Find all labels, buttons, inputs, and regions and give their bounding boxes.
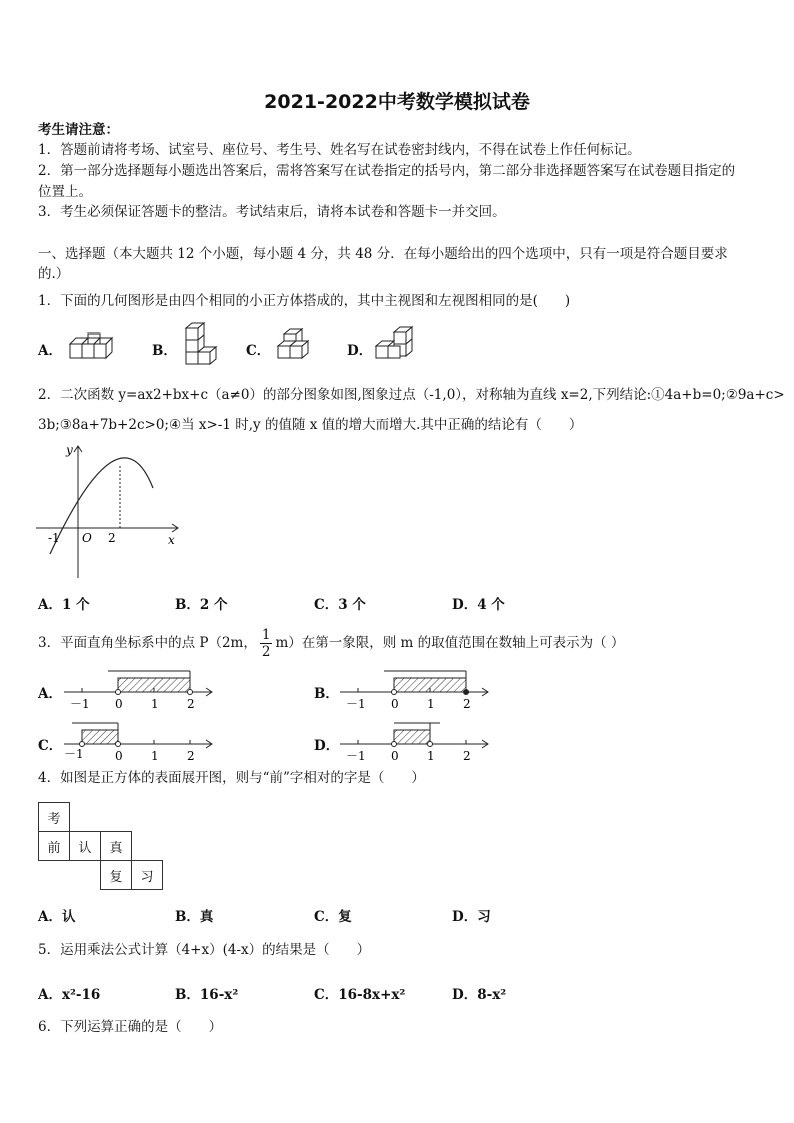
notice-item-3: 3．考生必须保证答题卡的整洁。考试结束后，请将本试卷和答题卡一并交回。 bbox=[38, 204, 506, 220]
net-cell-fu: 复 bbox=[101, 861, 132, 890]
parabola-curve bbox=[50, 458, 153, 554]
q3-stem bbox=[38, 627, 624, 660]
q1-option-c-label: C． bbox=[246, 343, 271, 359]
q1-option-a-label: A． bbox=[38, 343, 62, 359]
q3-option-b-label: B． bbox=[314, 686, 339, 702]
q4-option-d: D．习 bbox=[452, 909, 491, 925]
net-cell-kao: 考 bbox=[39, 803, 70, 832]
q4-stem: 4．如图是正方体的表面展开图，则与“前”字相对的字是（ ） bbox=[38, 770, 425, 786]
notice-item-2-cont: 位置上。 bbox=[38, 184, 92, 200]
q2-option-b: B．2 个 bbox=[175, 597, 228, 613]
q1-figure-a bbox=[66, 332, 120, 364]
svg-text:0: 0 bbox=[391, 749, 399, 763]
q1-figure-c bbox=[274, 328, 318, 368]
svg-text:－1: －1 bbox=[70, 697, 90, 711]
q3-option-d-label: D． bbox=[314, 738, 340, 754]
q3-numberline-b bbox=[336, 668, 496, 712]
q1-figure-d bbox=[372, 326, 418, 366]
q2-stem-line1: 2．二次函数 y=ax2+bx+c（a≠0）的部分图象如图,图象过点（-1,0），对称轴为直线 x=2,下列结论:①4a+b=0;②9a+c> bbox=[38, 387, 785, 403]
origin-label: O bbox=[82, 531, 92, 545]
q2-option-d: D．4 个 bbox=[452, 597, 505, 613]
q5-stem: 5．运用乘法公式计算（4+x）(4-x）的结果是（ ） bbox=[38, 942, 371, 958]
q3-stem-part1: 3．平面直角坐标系中的点 P（2m， bbox=[38, 635, 257, 651]
q2-parabola-graph bbox=[36, 440, 186, 582]
q1-option-b-label: B． bbox=[152, 343, 177, 359]
svg-text:0: 0 bbox=[115, 749, 123, 763]
q3-option-c-label: C． bbox=[38, 738, 63, 754]
net-cell-zhen: 真 bbox=[101, 832, 132, 861]
svg-text:0: 0 bbox=[115, 697, 123, 711]
svg-text:－1: －1 bbox=[346, 749, 366, 763]
q1-figure-b bbox=[180, 322, 220, 368]
page-title: 2021-2022中考数学模拟试卷 bbox=[264, 91, 530, 113]
q6-stem: 6．下列运算正确的是（ ） bbox=[38, 1019, 223, 1035]
svg-text:1: 1 bbox=[427, 697, 435, 711]
q3-numberline-d bbox=[336, 720, 496, 764]
q3-frac-denominator: 2 bbox=[261, 644, 271, 660]
svg-text:1: 1 bbox=[151, 697, 159, 711]
svg-text:－1: －1 bbox=[64, 747, 84, 761]
q1-option-d-label: D． bbox=[347, 343, 373, 359]
q1-stem: 1．下面的几何图形是由四个相同的小正方体搭成的，其中主视图和左视图相同的是( ) bbox=[38, 293, 571, 309]
svg-text:1: 1 bbox=[151, 749, 159, 763]
svg-text:－1: －1 bbox=[346, 697, 366, 711]
q4-cube-net bbox=[38, 802, 163, 890]
svg-text:1: 1 bbox=[427, 749, 435, 763]
q2-option-c: C．3 个 bbox=[314, 597, 366, 613]
y-axis-label: y bbox=[66, 443, 73, 457]
notice-heading: 考生请注意： bbox=[38, 122, 119, 138]
q3-numberline-a bbox=[60, 668, 220, 712]
q3-stem-part2: m）在第一象限，则 m 的取值范围在数轴上可表示为（ ） bbox=[275, 635, 625, 651]
tick-neg1-label: -1 bbox=[48, 531, 60, 545]
net-cell-qian: 前 bbox=[39, 832, 70, 861]
q3-frac-numerator: 1 bbox=[261, 627, 271, 643]
svg-text:2: 2 bbox=[187, 749, 195, 763]
q2-option-a: A．1 个 bbox=[38, 597, 90, 613]
q2-stem-line2: 3b;③8a+7b+2c>0;④当 x>-1 时,y 的值随 x 值的增大而增大.其中正确的结论有（ ） bbox=[38, 417, 583, 433]
net-cell-ren: 认 bbox=[70, 832, 101, 861]
notice-item-1: 1．答题前请将考场、试室号、座位号、考生号、姓名写在试卷密封线内，不得在试卷上作任何标记。 bbox=[38, 142, 641, 158]
net-cell-xi: 习 bbox=[132, 861, 163, 890]
section-header-line2: 的.） bbox=[38, 266, 70, 282]
q3-numberline-c bbox=[60, 720, 220, 764]
notice-item-2: 2．第一部分选择题每小题选出答案后，需将答案写在试卷指定的括号内，第二部分非选择题答案写在试卷题目指定的 bbox=[38, 163, 736, 179]
svg-text:0: 0 bbox=[391, 697, 399, 711]
q4-option-a: A．认 bbox=[38, 909, 76, 925]
q3-option-a-label: A． bbox=[38, 686, 62, 702]
svg-text:2: 2 bbox=[463, 749, 471, 763]
q5-option-b: B．16-x² bbox=[175, 987, 239, 1003]
q5-option-d: D．8-x² bbox=[452, 987, 507, 1003]
q5-option-c: C．16-8x+x² bbox=[314, 987, 406, 1003]
section-header-line1: 一、选择题（本大题共 12 个小题，每小题 4 分，共 48 分．在每小题给出的四个选项中，只有一项是符合题目要求 bbox=[38, 246, 728, 262]
svg-text:2: 2 bbox=[187, 697, 195, 711]
q4-option-b: B．真 bbox=[175, 909, 214, 925]
q4-option-c: C．复 bbox=[314, 909, 352, 925]
x-axis-label: x bbox=[168, 533, 175, 547]
tick-2-label: 2 bbox=[108, 531, 116, 545]
q5-option-a: A．x²-16 bbox=[38, 987, 101, 1003]
svg-text:2: 2 bbox=[463, 697, 471, 711]
